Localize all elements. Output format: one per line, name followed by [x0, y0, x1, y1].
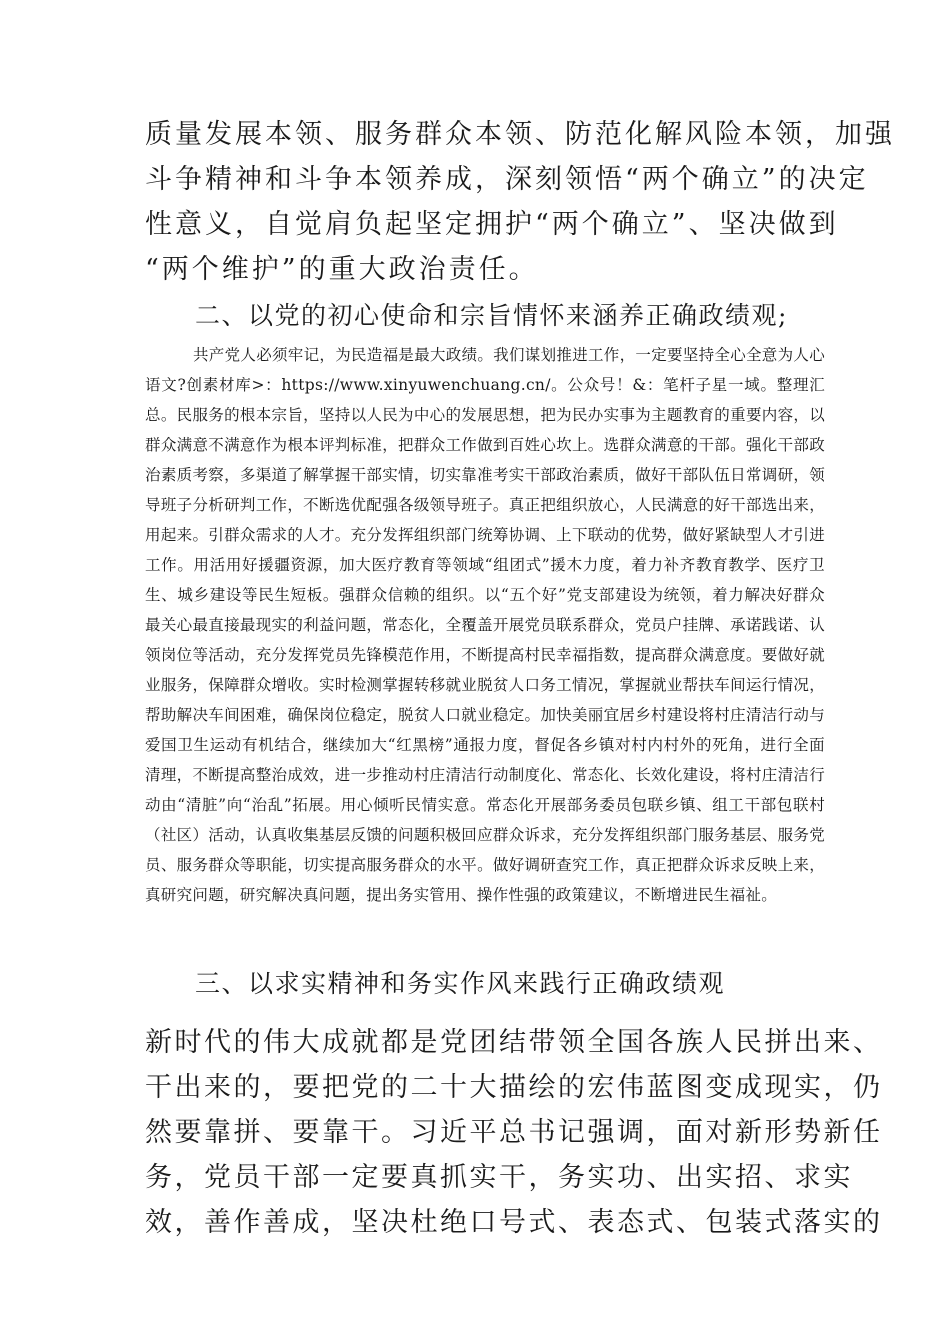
paragraph-line: 效，善作善成，坚决杜绝口号式、表态式、包装式落实的: [145, 1207, 883, 1238]
paragraph-line: 干出来的，要把党的二十大描绘的宏伟蓝图变成现实，仍: [145, 1072, 883, 1103]
paragraph-line: 务，党员干部一定要真抓实干，务实功、出实招、求实: [145, 1162, 853, 1193]
paragraph-line: “两个维护”的重大政治责任。: [145, 254, 539, 285]
section-heading-three: 三、以求实精神和务实作风来践行正确政绩观: [195, 969, 726, 998]
paragraph-line: 斗争精神和斗争本领养成，深刻领悟“两个确立”的决定: [145, 164, 869, 195]
paragraph-line: 质量发展本领、服务群众本领、防范化解风险本领，加强: [145, 119, 895, 150]
paragraph-line: 然要靠拼、要靠干。习近平总书记强调，面对新形势新任: [145, 1117, 883, 1148]
section-heading-two: 二、以党的初心使命和宗旨情怀来涵养正确政绩观;: [195, 301, 788, 330]
paragraph-line: 新时代的伟大成就都是党团结带领全国各族人民拼出来、: [145, 1027, 883, 1058]
paragraph-section-two-body: 共产党人必须牢记，为民造福是最大政绩。我们谋划推进工作，一定要坚持全心全意为人心语文?创素材库>：https://www.xinyuwenchuang.cn/。公众号！&：笔杆子星一域。整理汇总。民服务的根本宗旨，坚持以人民为中心的发展思想，把为民办实事为主题教育的重要内容，以群众满意不满意作为根本评判标准，把群众工作做到百姓心坎上。选群众满意的干部。强化干部政治素质考察，多渠道了解掌握干部实情，切实靠准考实干部政治素质，做好干部队伍日常调研，领导班子分析研判工作，不断选优配强各级领导班子。真正把组织放心，人民满意的好干部选出来，用起来。引群众需求的人才。充分发挥组织部门统筹协调、上下联动的优势，做好紧缺型人才引进工作。用活用好援疆资源，加大医疗教育等领域“组团式”援木力度，着力补齐教育教学、医疗卫生、城乡建设等民生短板。强群众信赖的组织。以“五个好”党支部建设为统领，着力解决好群众最关心最直接最现实的利益问题，常态化，全覆盖开展党员联系群众，党员户挂牌、承诺践诺、认领岗位等活动，充分发挥党员先锋模范作用，不断提高村民幸福指数，提高群众满意度。要做好就业服务，保障群众增收。实时检测掌握转移就业脱贫人口务工情况，掌握就业帮扶车间运行情况，帮助解决车间困难，确保岗位稳定，脱贫人口就业稳定。加快美丽宜居乡村建设将村庄清洁行动与爱国卫生运动有机结合，继续加大“红黑榜”通报力度，督促各乡镇对村内村外的死角，进行全面清理，不断提高整治成效，进一步推动村庄清洁行动制度化、常态化、长效化建设，将村庄清洁行动由“清脏”向“治乱”拓展。用心倾听民情实意。常态化开展部务委员包联乡镇、组工干部包联村（社区）活动，认真收集基层反馈的问题积极回应群众诉求，充分发挥组织部门服务基层、服务党员、服务群众等职能，切实提高服务群众的水平。做好调研查究工作，真正把群众诉求反映上来，真研究问题，研究解决真问题，提出务实管用、操作性强的政策建议，不断增进民生福祉。: [145, 346, 826, 904]
paragraph-line: 性意义，自觉肩负起坚定拥护“两个确立”、坚决做到: [145, 209, 839, 240]
paragraph-bottom: [145, 1020, 883, 1245]
paragraph-top: [145, 112, 895, 292]
